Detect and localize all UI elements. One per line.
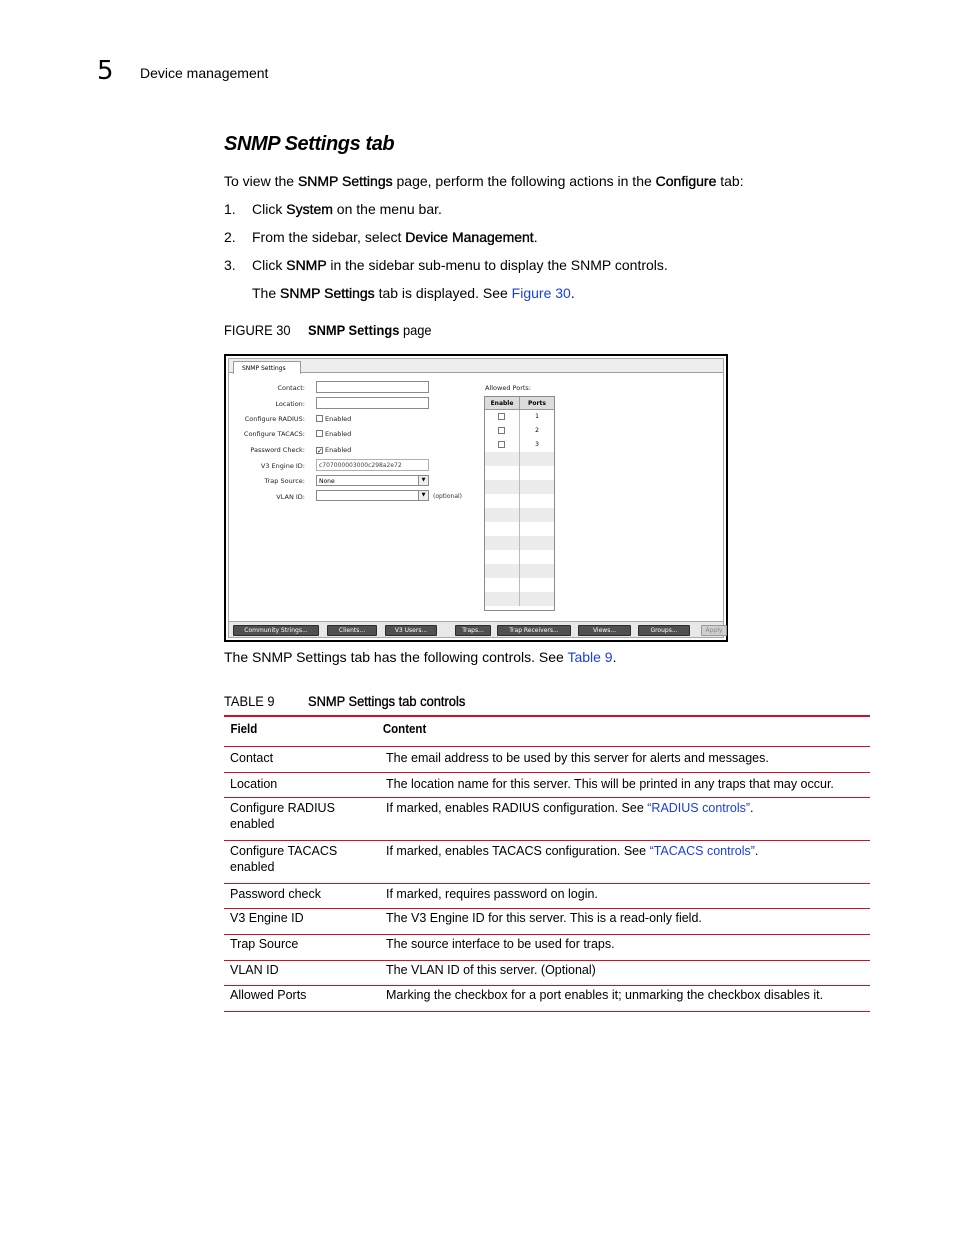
content-cell: The email address to be used by this server for alerts and messages. [386,751,769,765]
step-result [252,285,575,301]
figure-30-link[interactable]: Figure 30 [511,285,571,301]
empty-row [485,536,554,550]
result-text: tab is displayed. See [374,285,512,301]
result-bold: SNMP Settings [280,285,375,301]
content-cell: Marking the checkbox for a port enables it; unmarking the checkbox disables it. [386,988,824,1002]
traps-button[interactable]: Traps... [455,625,491,636]
chapter-number: 5 [97,56,114,86]
password-check-label: Password Check: [250,446,305,454]
empty-row [485,564,554,578]
tab-strip [229,359,723,373]
field-cell: Contact [230,751,274,765]
table-row [224,798,870,841]
table-intro-text: The SNMP Settings tab has the following controls. See [224,649,568,665]
figure-title-bold: SNMP Settings [308,322,400,338]
step-2 [224,229,538,245]
field-cell: Password check [230,887,322,901]
enable-column-header: Enable [490,400,514,407]
figure-title-rest: page [399,322,432,338]
trap-source-select[interactable] [316,475,429,486]
tacacs-label: Configure TACACS: [243,430,305,438]
field-cell: Trap Source [230,937,299,951]
intro-text-3: tab: [716,173,744,189]
table-intro [224,649,617,665]
ports-header-row [485,397,554,410]
intro-bold-2: Configure [655,173,717,189]
field-cell: Allowed Ports [230,988,307,1002]
clients-button[interactable]: Clients... [327,625,377,636]
enabled-text: Enabled [325,430,352,438]
step-number: 1. [224,201,236,217]
password-check-checkbox[interactable] [316,446,351,454]
checkbox-icon [316,430,323,437]
step-bold: SNMP [286,257,327,273]
table-title: SNMP Settings tab controls [308,693,466,709]
trap-receivers-button[interactable]: Trap Receivers... [497,625,571,636]
content-text: . [754,844,759,858]
empty-row [485,466,554,480]
content-column-header: Content [382,722,427,736]
step-number: 3. [224,257,236,273]
field-cell: Location [230,777,278,791]
contact-label: Contact: [277,384,305,392]
empty-row [485,452,554,466]
empty-row [485,508,554,522]
content-cell [380,843,870,883]
dropdown-arrow-icon: ▼ [418,476,428,485]
content-cell [380,800,870,840]
empty-row [485,522,554,536]
port-row [485,410,554,424]
empty-row [485,592,554,606]
intro-bold-1: SNMP Settings [297,173,393,189]
dropdown-arrow-icon: ▼ [418,491,428,500]
field-cell: VLAN ID [230,963,279,977]
contact-input[interactable] [316,381,429,393]
field-cell: V3 Engine ID [230,911,304,925]
empty-row [485,480,554,494]
step-text: on the menu bar. [332,201,442,217]
allowed-ports-table [484,396,555,611]
port-3-checkbox[interactable] [498,441,505,448]
figure-label: FIGURE 30 [224,322,291,338]
enabled-text: Enabled [325,446,352,454]
port-2-checkbox[interactable] [498,427,505,434]
port-number: 3 [519,438,554,452]
step-number: 2. [224,229,236,245]
section-title: SNMP Settings tab [224,133,395,155]
content-cell: The source interface to be used for traps. [386,937,615,951]
location-input[interactable] [316,397,429,409]
optional-note: (optional) [433,493,462,500]
trap-source-label: Trap Source: [264,477,305,485]
allowed-ports-label: Allowed Ports: [485,384,532,392]
empty-row [485,578,554,592]
table-header-row [224,717,870,747]
port-number: 2 [519,424,554,438]
port-number: 1 [519,410,554,424]
step-text: Click [252,201,287,217]
tab-snmp-settings[interactable]: SNMP Settings [233,361,301,374]
checkmark-icon: ✓ [317,447,323,455]
table-caption [224,693,479,709]
step-1 [224,201,442,217]
views-button[interactable]: Views... [578,625,631,636]
table-row [224,986,870,1012]
step-text: in the sidebar sub-menu to display the SNMP controls. [326,257,668,273]
content-text: If marked, enables TACACS configuration. See [386,844,650,858]
port-row [485,424,554,438]
step-bold: Device Management [405,229,534,245]
content-text: . [750,801,754,815]
button-bar [229,621,723,637]
vlan-id-select[interactable] [316,490,429,501]
step-text: From the sidebar, select [252,229,406,245]
field-cell: Configure TACACS enabled [230,844,338,874]
table-row [224,884,870,909]
table-9-link[interactable]: Table 9 [567,649,613,665]
table-row [224,841,870,884]
port-1-checkbox[interactable] [498,413,505,420]
radius-label: Configure RADIUS: [244,415,305,423]
content-cell: The location name for this server. This will be printed in any traps that may occur. [386,777,834,791]
intro-text-2: page, perform the following actions in the [392,173,656,189]
tacacs-controls-link[interactable]: “TACACS controls” [649,844,755,858]
result-text: . [570,285,575,301]
empty-row [485,550,554,564]
engine-id-field: c707000003000c298a2e72 [316,459,429,471]
table-row [224,747,870,773]
content-cell: The VLAN ID of this server. (Optional) [386,963,596,977]
radius-checkbox[interactable] [316,415,351,423]
step-bold: System [286,201,333,217]
content-cell: The V3 Engine ID for this server. This is a read-only field. [386,911,702,925]
checkbox-icon [316,415,323,422]
figure-caption [224,322,442,338]
apply-button[interactable]: Apply [701,625,727,636]
table-row [224,961,870,986]
ports-column-header: Ports [519,397,554,409]
engine-id-label: V3 Engine ID: [260,462,305,470]
trap-source-value: None [319,478,335,485]
groups-button[interactable]: Groups... [638,625,690,636]
snmp-controls-table [224,715,870,1012]
table-label: TABLE 9 [224,693,275,709]
step-text: Click [252,257,287,273]
field-column-header: Field [230,722,258,736]
location-label: Location: [275,400,305,408]
empty-row [485,494,554,508]
intro-text-1: To view the [224,173,298,189]
table-row [224,773,870,798]
result-text: The [252,285,281,301]
step-3 [224,257,668,273]
snmp-settings-screenshot [224,354,728,642]
chapter-title: Device management [140,65,269,81]
content-cell: If marked, requires password on login. [386,887,598,901]
vlan-id-label: VLAN ID: [276,493,305,501]
content-text: If marked, enables RADIUS configuration. See [386,801,648,815]
intro-paragraph [224,173,744,189]
radius-controls-link[interactable]: “RADIUS controls” [647,801,751,815]
snmp-settings-panel [228,358,724,638]
v3-users-button[interactable]: V3 Users... [385,625,437,636]
table-row [224,909,870,935]
step-text: . [533,229,538,245]
community-strings-button[interactable]: Community Strings... [233,625,319,636]
table-row [224,935,870,961]
enabled-text: Enabled [325,415,352,423]
port-row [485,438,554,452]
field-cell: Configure RADIUS enabled [230,801,335,831]
table-intro-text: . [612,649,617,665]
tacacs-checkbox[interactable] [316,430,351,438]
